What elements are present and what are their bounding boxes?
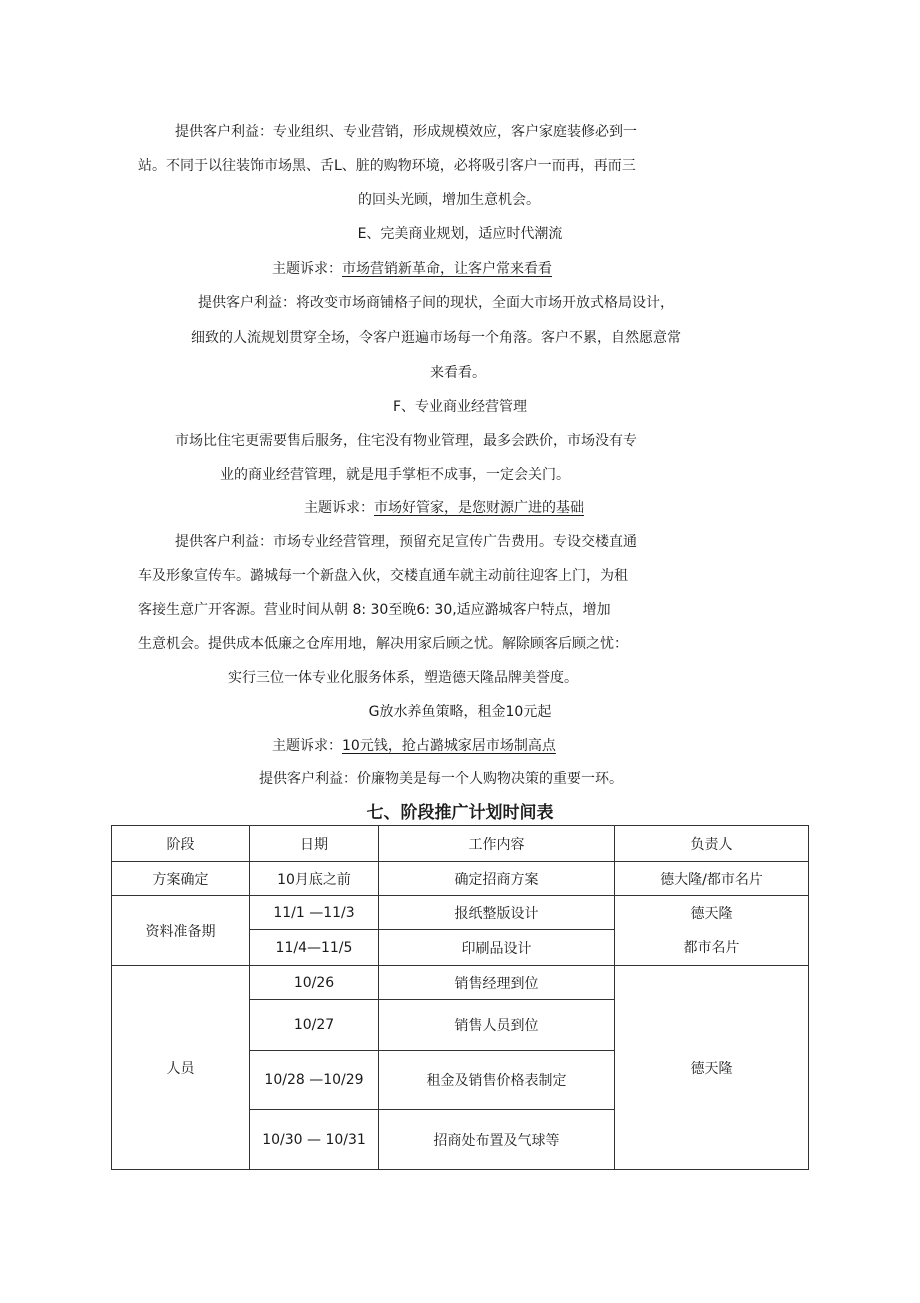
owner-cell: 德大隆/都市名片 (615, 862, 809, 896)
date-cell: 10/27 (250, 1000, 379, 1051)
date-cell: 10/26 (250, 966, 379, 1000)
table-header-row (112, 826, 809, 862)
p1-line-2: 站。不同于以往装饰市场黑、舌L、脏的购物环境，必将吸引客户一而再，再而三 (138, 158, 636, 174)
section-e-theme (272, 259, 552, 279)
work-cell: 报纸整版设计 (379, 896, 615, 930)
theme-label: 主题诉求： (272, 738, 342, 754)
p1-line-3: 的回头光顾，增加生意机会。 (358, 192, 540, 208)
date-cell: 10/28 —10/29 (250, 1051, 379, 1110)
table-row (112, 862, 809, 896)
owner-cell: 德天隆 (615, 896, 809, 930)
schedule-title: 七、阶段推广计划时间表 (366, 803, 554, 823)
section-f-body-line-1: 市场比住宅更需要售后服务，住宅没有物业管理，最多会跌价，市场没有专 (175, 433, 637, 449)
section-f-heading: F、专业商业经营管理 (392, 399, 528, 415)
stage-cell: 资料准备期 (112, 896, 250, 966)
header-owner: 负责人 (615, 826, 809, 862)
table-row (112, 896, 809, 930)
section-f-benefit-line-4: 生意机会。提供成本低廉之仓库用地，解决用家后顾之忧。解除顾客后顾之忧： (138, 636, 628, 652)
section-f-benefit-line-2: 车及形象宣传车。潞城每一个新盘入伙，交楼直通车就主动前往迎客上门，为租 (138, 568, 628, 584)
theme-text: 市场好管家，是您财源广进的基础 (374, 500, 584, 516)
stage-cell: 人员 (112, 966, 250, 1170)
date-cell: 11/4—11/5 (250, 930, 379, 966)
section-e-benefit-line-1: 提供客户利益：将改变市场商铺格子间的现状，全面大市场开放式格局设计， (198, 295, 674, 311)
section-g-theme (272, 736, 556, 756)
owner-cell: 德天隆 (615, 966, 809, 1170)
theme-text: 市场营销新革命，让客户常来看看 (342, 261, 552, 277)
theme-label: 主题诉求： (272, 261, 342, 277)
date-cell: 11/1 —11/3 (250, 896, 379, 930)
work-cell: 销售人员到位 (379, 1000, 615, 1051)
date-cell: 10/30 — 10/31 (250, 1110, 379, 1170)
section-g-heading: G放水养鱼策略，租金10元起 (368, 704, 552, 720)
theme-label: 主题诉求： (304, 500, 374, 516)
work-cell: 确定招商方案 (379, 862, 615, 896)
table-row (112, 966, 809, 1000)
header-stage: 阶段 (112, 826, 250, 862)
section-e-heading: E、完美商业规划，适应时代潮流 (357, 226, 563, 242)
header-date: 日期 (250, 826, 379, 862)
section-f-benefit-line-3: 客接生意广开客源。营业时间从朝 8: 30至晚6: 30,适应潞城客户特点，增加 (138, 602, 611, 618)
owner-cell: 都市名片 (615, 930, 809, 966)
work-cell: 印刷品设计 (379, 930, 615, 966)
work-cell: 销售经理到位 (379, 966, 615, 1000)
section-e-benefit-line-2: 细致的人流规划贯穿全场，令客户逛遍市场每一个角落。客户不累，自然愿意常 (191, 330, 681, 346)
section-f-body-line-2: 业的商业经营管理，就是甩手掌柜不成事，一定会关门。 (220, 467, 570, 483)
section-f-benefit-line-5: 实行三位一体专业化服务体系，塑造德天隆品牌美誉度。 (228, 670, 578, 686)
theme-text: 10元钱，抢占潞城家居市场制高点 (342, 738, 556, 754)
schedule-table (111, 825, 809, 1170)
section-g-benefit: 提供客户利益：价廉物美是每一个人购物决策的重要一环。 (259, 771, 623, 787)
date-cell: 10月底之前 (250, 862, 379, 896)
p1-line-1: 提供客户利益：专业组织、专业营销，形成规模效应，客户家庭装修必到一 (175, 124, 637, 140)
section-f-theme (304, 498, 584, 518)
stage-cell: 方案确定 (112, 862, 250, 896)
header-work: 工作内容 (379, 826, 615, 862)
section-f-benefit-line-1: 提供客户利益：市场专业经营管理，预留充足宣传广告费用。专设交楼直通 (175, 534, 637, 550)
section-e-benefit-line-3: 来看看。 (430, 365, 486, 381)
work-cell: 租金及销售价格表制定 (379, 1051, 615, 1110)
work-cell: 招商处布置及气球等 (379, 1110, 615, 1170)
